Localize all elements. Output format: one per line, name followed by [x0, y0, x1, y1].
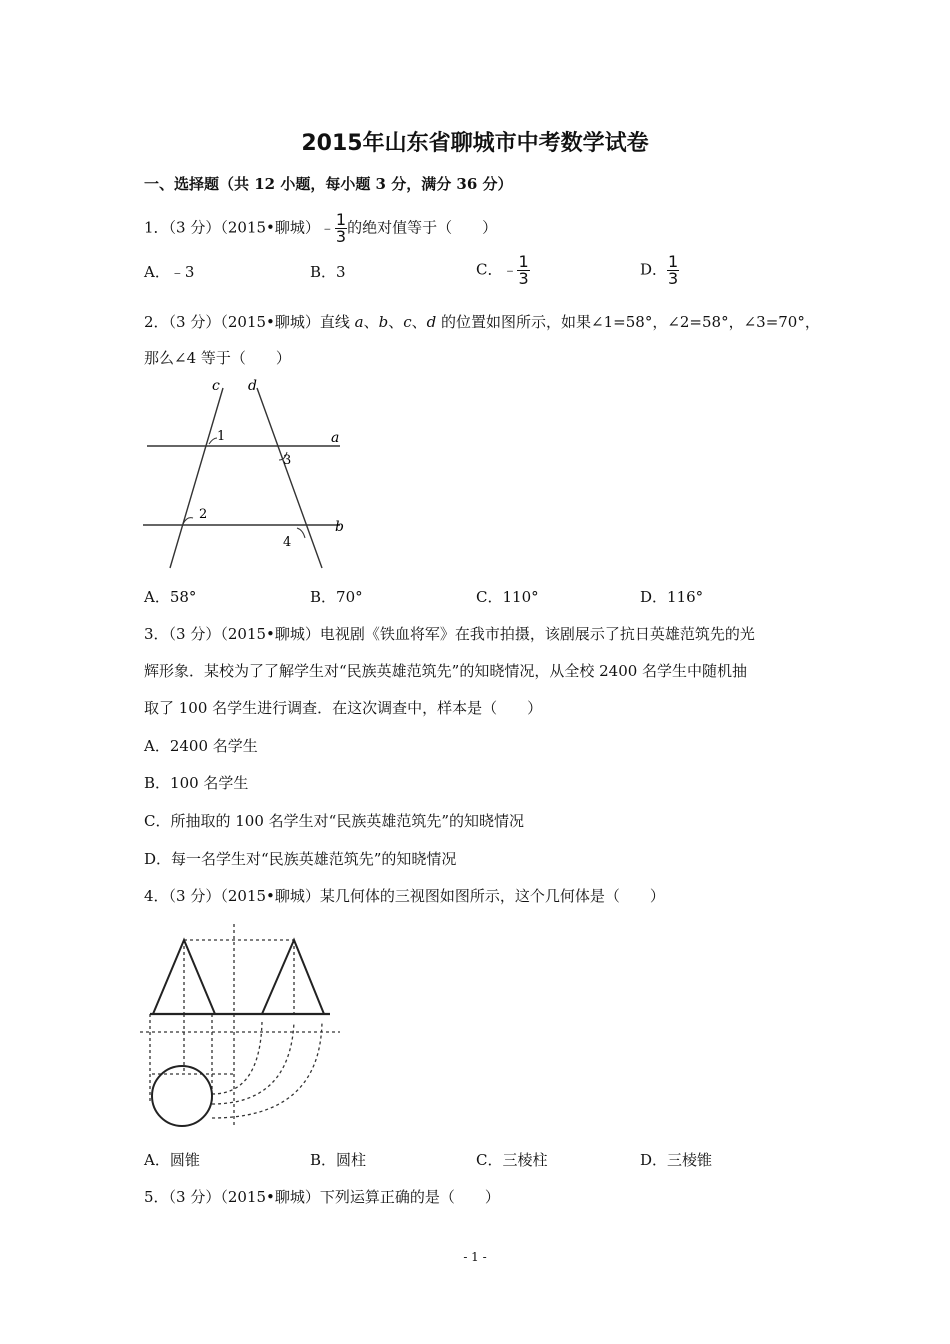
q1-fraction: $\frac{1}{3}$ — [335, 210, 347, 246]
q4-option-c: C．三棱柱 — [476, 1151, 548, 1169]
q2-label-a: a — [331, 430, 340, 446]
q4-option-d: D．三棱锥 — [640, 1151, 713, 1169]
question-3-line-2: 辉形象．某校为了了解学生对“民族英雄范筑先”的知晓情况，从全校 2400 名学生中随机抽 — [144, 662, 748, 680]
q2-angle-1: 1 — [217, 429, 226, 444]
question-3-line-1: 3．（3 分）（2015•聊城）电视剧《铁血将军》在我市拍摄，该剧展示了抗日英雄范筑先的光 — [144, 625, 755, 643]
q1-option-b: B．3 — [310, 263, 346, 281]
q1-option-c: C．﹣ $\frac{1}{3}$ — [476, 252, 529, 288]
question-4-line-1: 4．（3 分）（2015•聊城）某几何体的三视图如图所示，这个几何体是（ ） — [144, 887, 665, 905]
q2-option-d: D．116° — [640, 588, 704, 606]
q3-option-d: D．每一名学生对“民族英雄范筑先”的知晓情况 — [144, 850, 457, 868]
question-5-line-1: 5．（3 分）（2015•聊城）下列运算正确的是（ ） — [144, 1188, 500, 1206]
q3-option-c: C．所抽取的 100 名学生对“民族英雄范筑先”的知晓情况 — [144, 812, 524, 830]
q2-label-d: d — [248, 378, 257, 394]
question-2-line-2: 那么∠4 等于（ ） — [144, 349, 291, 367]
question-2-line-1: 2．（3 分）（2015•聊城）直线 a、b、c、d 的位置如图所示，如果∠1=58°，∠2=58°，∠3=70°， — [144, 313, 820, 331]
q2-option-b: B．70° — [310, 588, 363, 606]
q4-option-a: A．圆锥 — [144, 1151, 200, 1169]
exam-title: 2015年山东省聊城市中考数学试卷 — [301, 131, 649, 156]
q2-option-a: A．58° — [144, 588, 197, 606]
page-number: - 1 - — [463, 1250, 487, 1264]
q4-three-views-figure — [140, 922, 350, 1132]
q1-prefix: 1．（3 分）（2015•聊城）﹣ — [144, 218, 335, 237]
question-1 — [144, 212, 497, 245]
q2-angle-2: 2 — [199, 507, 208, 522]
q2-option-c: C．110° — [476, 588, 539, 606]
q2-label-c: c — [212, 378, 220, 394]
q1-suffix: 的绝对值等于（ ） — [347, 218, 498, 237]
q3-option-b: B．100 名学生 — [144, 774, 249, 792]
q1-option-a: A．﹣3 — [144, 263, 195, 281]
section-heading: 一、选择题（共 12 小题，每小题 3 分，满分 36 分） — [144, 175, 513, 193]
q1-option-d-fraction: $\frac{1}{3}$ — [668, 252, 679, 288]
question-3-line-3: 取了 100 名学生进行调查．在这次调查中，样本是（ ） — [144, 699, 543, 717]
q2-angle-4: 4 — [283, 535, 292, 550]
q2-angle-3: 3 — [283, 453, 292, 468]
q2-label-b: b — [335, 519, 344, 535]
q1-option-d: D． $\frac{1}{3}$ — [640, 252, 679, 288]
q1-option-c-fraction: $\frac{1}{3}$ — [518, 252, 529, 288]
q2-lines-figure — [135, 378, 355, 578]
q3-option-a: A．2400 名学生 — [144, 737, 258, 755]
q4-option-b: B．圆柱 — [310, 1151, 367, 1169]
